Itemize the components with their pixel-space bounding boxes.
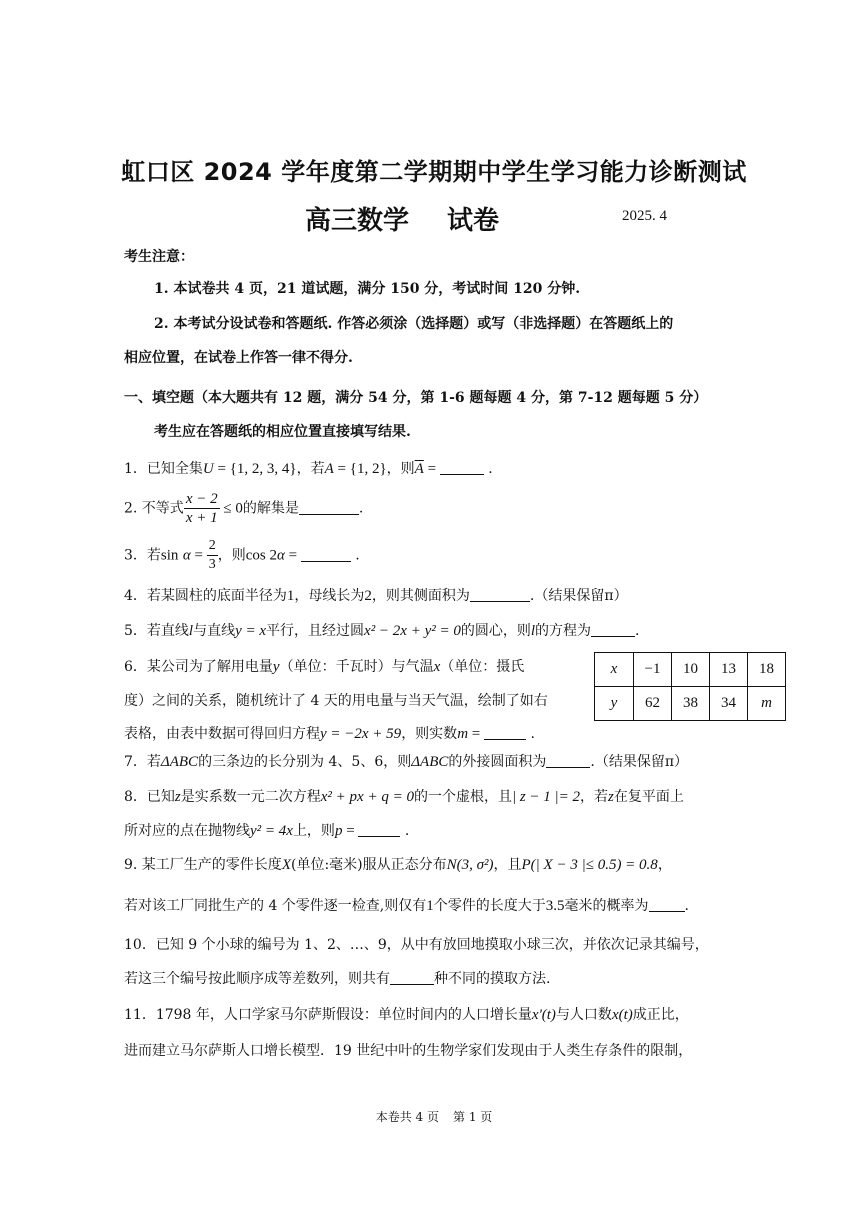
question-6-line2: 度）之间的关系，随机统计了 4 天的用电量与当天气温，绘制了如右	[124, 693, 548, 709]
question-7: 7．若ΔABC的三条边的长分别为 4、5、6，则ΔABC的外接圆面积为 .（结果保留π）	[124, 754, 689, 770]
question-11-line2: 进而建立马尔萨斯人口增长模型．19 世纪中叶的生物学家们发现由于人类生存条件的限制，	[124, 1043, 693, 1059]
question-9-line2: 若对该工厂同批生产的 4 个零件逐一检查,则仅有1个零件的长度大于3.5毫米的概率为 .	[124, 898, 689, 914]
table-header-x: x	[595, 653, 634, 687]
table-row	[595, 687, 786, 721]
answer-blank	[301, 547, 351, 562]
table-cell: 13	[710, 653, 748, 687]
question-10-line1: 10．已知 9 个小球的编号为 1、2、…、9，从中有放回地摸取小球三次，并依次记录其编号，	[124, 937, 709, 953]
answer-blank	[649, 897, 685, 912]
question-4: 4．若某圆柱的底面半径为1，母线长为2，则其侧面积为 .（结果保留π）	[124, 588, 628, 604]
notice-item-2-line1: 2. 本考试分设试卷和答题纸. 作答必须涂（选择题）或写（非选择题）在答题纸上的	[154, 316, 674, 332]
question-8-line2: 所对应的点在抛物线y² = 4x上，则p = .	[124, 823, 410, 839]
notice-item-2-line2: 相应位置，在试卷上作答一律不得分.	[124, 350, 353, 366]
answer-blank	[470, 587, 530, 602]
notice-item-1: 1. 本试卷共 4 页，21 道试题，满分 150 分，考试时间 120 分钟.	[154, 281, 581, 297]
table-row	[595, 653, 786, 687]
paper-label: 试卷	[447, 206, 500, 236]
fraction: $\frac{2}{3}$	[208, 538, 216, 572]
question-10-line2: 若这三个编号按此顺序成等差数列，则共有 种不同的摸取方法.	[124, 971, 551, 987]
exam-date: 2025. 4	[622, 208, 667, 224]
subject-name: 高三数学	[305, 206, 410, 236]
section-instruction: 考生应在答题纸的相应位置直接填写结果.	[154, 424, 411, 440]
table-cell: 34	[710, 687, 748, 721]
question-11-line1: 11．1798 年，人口学家马尔萨斯假设：单位时间内的人口增长量x'(t)与人口数x(t)成正比，	[124, 1007, 689, 1023]
exam-title: 虹口区 2024 学年度第二学期期中学生学习能力诊断测试	[121, 158, 747, 186]
question-6-line3: 表格，由表中数据可得回归方程y = −2x + 59，则实数m = .	[124, 726, 535, 742]
table-cell: m	[748, 687, 786, 721]
answer-blank	[484, 725, 526, 740]
data-table	[594, 652, 786, 721]
table-header-y: y	[595, 687, 634, 721]
table-cell: −1	[634, 653, 672, 687]
question-5: 5．若直线l与直线y = x平行，且经过圆x² − 2x + y² = 0的圆心，则l的方程为 .	[124, 623, 640, 639]
table-cell: 18	[748, 653, 786, 687]
table-cell: 38	[672, 687, 710, 721]
answer-blank	[440, 460, 484, 475]
table-cell: 62	[634, 687, 672, 721]
answer-blank	[358, 822, 400, 837]
question-6-line1: 6．某公司为了解用电量y（单位：千瓦时）与气温x（单位：摄氏	[124, 659, 525, 675]
question-9-line1: 9. 某工厂生产的零件长度X(单位:毫米)服从正态分布N(3, σ²)，且P(| X − 3 |≤ 0.5) = 0.8，	[124, 857, 672, 873]
question-2: 2. 不等式 $\frac{x - 2}{x + 1}$ ≤ 0的解集是 .	[124, 491, 364, 526]
question-1: 1．已知全集U = {1, 2, 3, 4}，若A = {1, 2}，则$\overline{A}$ = .	[124, 461, 493, 477]
section-heading: 一、填空题（本大题共有 12 题，满分 54 分，第 1-6 题每题 4 分，第 7-12 题每题 5 分）	[124, 390, 708, 406]
answer-blank	[546, 753, 590, 768]
page-number: 第 1 页	[453, 1110, 493, 1124]
notice-heading: 考生注意：	[124, 249, 194, 265]
subject-title	[305, 200, 499, 237]
page-footer	[0, 1108, 868, 1125]
answer-blank	[591, 622, 635, 637]
answer-blank	[299, 500, 359, 515]
answer-blank	[390, 970, 434, 985]
fraction: $\frac{x - 2}{x + 1}$	[185, 491, 218, 526]
question-8-line1: 8．已知z是实系数一元二次方程x² + px + q = 0的一个虚根，且| z − 1 |= 2，若z在复平面上	[124, 789, 684, 805]
question-3: 3．若sin α = $\frac{2}{3}$ ，则cos 2α = .	[124, 538, 360, 572]
table-cell: 10	[672, 653, 710, 687]
page-total: 本卷共 4 页	[375, 1110, 439, 1124]
